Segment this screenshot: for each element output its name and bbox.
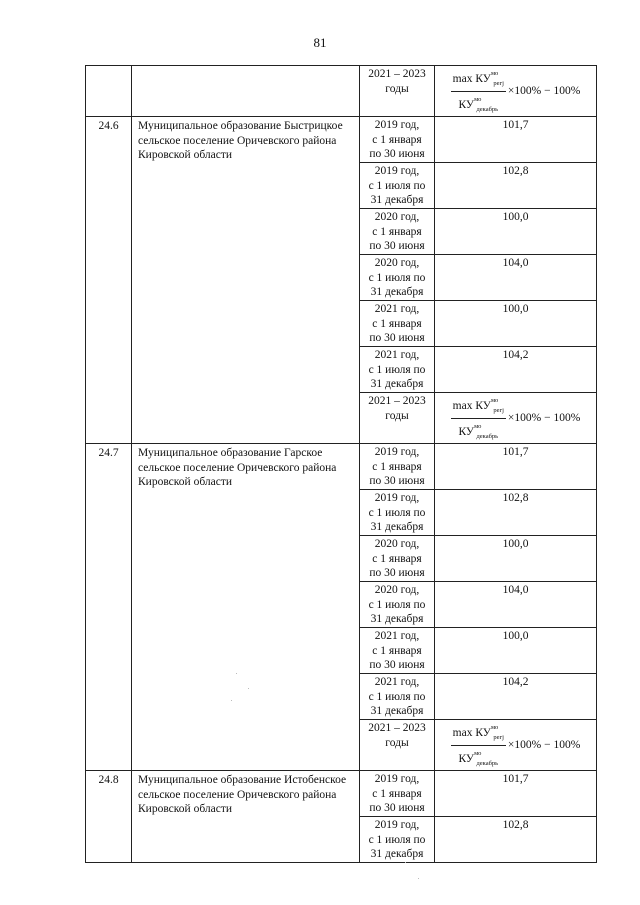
formula-tail: ×100% − 100% [507, 412, 581, 425]
index-value: 104,0 [435, 582, 597, 628]
period-line-2: с 1 июля по [368, 271, 426, 284]
numerator-text: max КУ [452, 400, 491, 412]
index-value: 104,2 [435, 674, 597, 720]
period-line-3: по 30 июня [369, 802, 425, 814]
period-cell [360, 66, 435, 117]
denominator-subscript: декабрь [476, 760, 499, 767]
numerator-superscript: мо [490, 724, 499, 731]
period-line-2: с 1 января [372, 317, 422, 330]
tariff-table [85, 65, 596, 863]
index-value: 102,8 [435, 817, 597, 863]
period-line-3: 31 декабря [370, 705, 424, 717]
period-line-3: 31 декабря [370, 286, 424, 298]
period-line-1: 2020 год, [374, 211, 420, 223]
period-cell [360, 255, 435, 301]
denominator-superscript: мо [474, 750, 482, 757]
period-line-3: по 30 июня [369, 475, 425, 487]
municipality-name: Муниципальное образование Быстрицкое сельское поселение Оричевского района Кировской области [132, 117, 360, 444]
period-line-1: 2021 год, [374, 630, 420, 642]
index-value: 100,0 [435, 536, 597, 582]
period-line-3: 31 декабря [370, 521, 424, 533]
period-line-1: 2019 год, [374, 773, 420, 785]
period-line-2: годы [385, 736, 409, 749]
period-line-1: 2021 год, [374, 349, 420, 361]
period-line-1: 2019 год, [374, 165, 420, 177]
period-line-2: с 1 января [372, 225, 422, 238]
period-line-2: с 1 января [372, 460, 422, 473]
period-line-1: 2020 год, [374, 257, 420, 269]
period-line-2: с 1 января [372, 644, 422, 657]
formula-denominator [456, 419, 500, 443]
denominator-text: КУ [458, 753, 475, 765]
formula-tail: ×100% − 100% [507, 739, 581, 752]
period-line-3: 31 декабря [370, 194, 424, 206]
period-cell [360, 674, 435, 720]
table-body [86, 66, 597, 863]
numerator-superscript: мо [490, 70, 499, 77]
formula-fraction [451, 721, 506, 770]
formula [435, 393, 596, 443]
table-row [86, 444, 597, 490]
index-value: 102,8 [435, 490, 597, 536]
period-cell [360, 582, 435, 628]
index-value: 104,2 [435, 347, 597, 393]
period-line-2: с 1 июля по [368, 690, 426, 703]
period-line-2: с 1 января [372, 552, 422, 565]
index-value: 104,0 [435, 255, 597, 301]
table-row [86, 117, 597, 163]
period-cell [360, 771, 435, 817]
period-line-2: с 1 июля по [368, 506, 426, 519]
page-number: 81 [313, 35, 327, 50]
formula-denominator [456, 746, 500, 770]
formula-cell [435, 66, 597, 117]
period-line-1: 2020 год, [374, 584, 420, 596]
period-cell [360, 163, 435, 209]
municipality-name: Муниципальное образование Гарское сельское поселение Оричевского района Кировской области [132, 444, 360, 771]
formula-tail: ×100% − 100% [507, 85, 581, 98]
index-value: 101,7 [435, 117, 597, 163]
period-cell [360, 347, 435, 393]
period-line-3: 31 декабря [370, 378, 424, 390]
denominator-superscript: мо [474, 423, 482, 430]
name-cell [132, 66, 360, 117]
period-cell [360, 817, 435, 863]
period-line-3: по 30 июня [369, 659, 425, 671]
period-line-1: 2021 год, [374, 676, 420, 688]
period-line-2: с 1 июля по [368, 363, 426, 376]
formula-fraction [451, 67, 506, 116]
numerator-text: max КУ [452, 73, 491, 85]
numerator-subscript: регj [493, 734, 504, 741]
period-line-3: по 30 июня [369, 567, 425, 579]
table-row [86, 771, 597, 817]
period-line-3: по 30 июня [369, 332, 425, 344]
period-line-1: 2021 – 2023 [368, 68, 426, 80]
table-row [86, 66, 597, 117]
period-line-1: 2021 – 2023 [368, 722, 426, 734]
period-cell [360, 393, 435, 444]
index-value: 101,7 [435, 444, 597, 490]
period-line-3: 31 декабря [370, 848, 424, 860]
numerator-superscript: мо [490, 397, 499, 404]
period-line-2: с 1 января [372, 133, 422, 146]
period-cell [360, 720, 435, 771]
index-value: 100,0 [435, 209, 597, 255]
period-line-2: с 1 июля по [368, 598, 426, 611]
denominator-superscript: мо [474, 96, 482, 103]
municipality-name: Муниципальное образование Истобенское сельское поселение Оричевского района Кировской области [132, 771, 360, 863]
formula-numerator [451, 721, 506, 746]
period-line-1: 2019 год, [374, 446, 420, 458]
denominator-text: КУ [458, 99, 475, 111]
index-value: 100,0 [435, 628, 597, 674]
period-line-2: годы [385, 409, 409, 422]
denominator-subscript: декабрь [476, 106, 499, 113]
period-line-1: 2021 год, [374, 303, 420, 315]
section-number: 24.8 [86, 771, 132, 863]
period-cell [360, 536, 435, 582]
section-number: 24.7 [86, 444, 132, 771]
formula-cell [435, 393, 597, 444]
formula-numerator [451, 67, 506, 92]
period-line-2: с 1 июля по [368, 179, 426, 192]
period-line-2: с 1 января [372, 787, 422, 800]
period-cell [360, 490, 435, 536]
numerator-text: max КУ [452, 727, 491, 739]
numerator-subscript: регj [493, 407, 504, 414]
index-value: 100,0 [435, 301, 597, 347]
section-number: 24.6 [86, 117, 132, 444]
period-line-2: с 1 июля по [368, 833, 426, 846]
period-cell [360, 117, 435, 163]
num-cell [86, 66, 132, 117]
numerator-subscript: регj [493, 80, 504, 87]
formula-fraction [451, 394, 506, 443]
period-cell [360, 209, 435, 255]
period-cell [360, 628, 435, 674]
index-value: 102,8 [435, 163, 597, 209]
period-line-3: 31 декабря [370, 613, 424, 625]
formula [435, 66, 596, 116]
formula-denominator [456, 92, 500, 116]
period-cell [360, 301, 435, 347]
period-line-1: 2019 год, [374, 119, 420, 131]
formula-cell [435, 720, 597, 771]
formula-numerator [451, 394, 506, 419]
period-line-3: по 30 июня [369, 148, 425, 160]
formula [435, 720, 596, 770]
denominator-subscript: декабрь [476, 433, 499, 440]
period-line-2: годы [385, 82, 409, 95]
period-line-1: 2021 – 2023 [368, 395, 426, 407]
period-line-1: 2019 год, [374, 819, 420, 831]
period-line-1: 2020 год, [374, 538, 420, 550]
period-line-1: 2019 год, [374, 492, 420, 504]
denominator-text: КУ [458, 426, 475, 438]
period-line-3: по 30 июня [369, 240, 425, 252]
index-value: 101,7 [435, 771, 597, 817]
period-cell [360, 444, 435, 490]
